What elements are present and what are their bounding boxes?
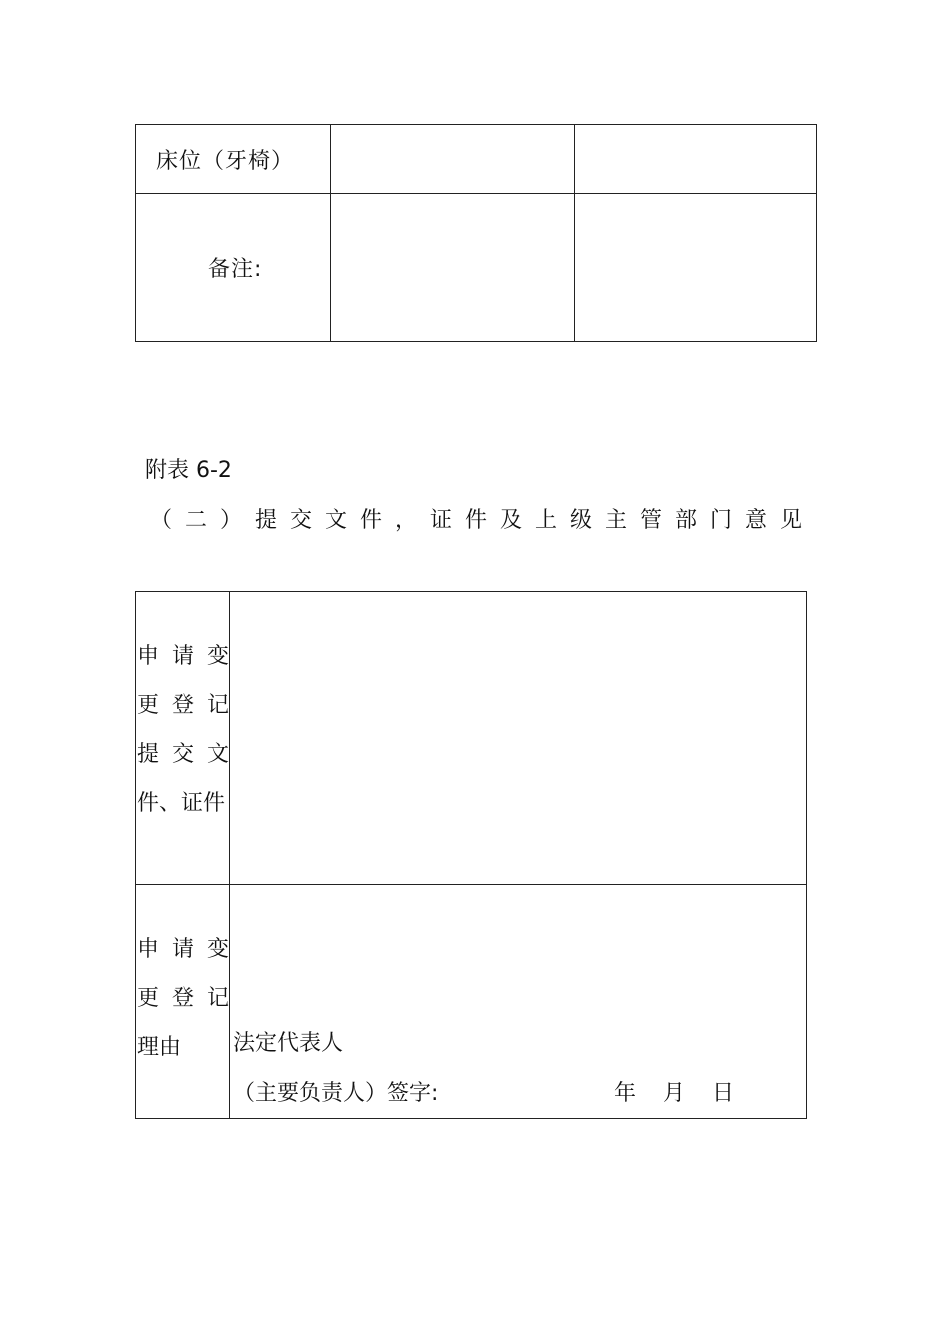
remarks-label: 备注: xyxy=(136,194,331,342)
bed-value-2 xyxy=(575,125,817,194)
documents-content-cell xyxy=(230,592,807,885)
table-row xyxy=(136,592,807,885)
bed-info-table xyxy=(135,124,817,342)
change-registration-table xyxy=(135,591,807,1119)
table-row xyxy=(136,125,817,194)
section-heading: （二）提交文件，证件及上级主管部门意见 xyxy=(150,508,816,533)
documents-label-line: 提交文 xyxy=(137,742,243,767)
signature-label: （主要负责人）签字: xyxy=(233,1081,439,1106)
legal-representative-label: 法定代表人 xyxy=(233,1031,344,1056)
bed-label: 床位（牙椅） xyxy=(136,125,331,194)
documents-label-line: 申请变 xyxy=(137,644,243,669)
bed-value-1 xyxy=(331,125,575,194)
remarks-value-2 xyxy=(575,194,817,342)
reason-label-line: 更登记 xyxy=(137,986,243,1011)
reason-label-line: 理由 xyxy=(137,1035,182,1060)
signature-date: 年 月 日 xyxy=(614,1081,734,1106)
table-row xyxy=(136,885,807,1119)
documents-label-line: 更登记 xyxy=(137,693,243,718)
reason-label-cell xyxy=(136,885,243,1119)
documents-label-line: 件、证件 xyxy=(137,791,226,816)
documents-label-cell xyxy=(136,592,243,885)
table-row xyxy=(136,194,817,342)
reason-content-cell xyxy=(230,885,807,1119)
remarks-value-1 xyxy=(331,194,575,342)
appendix-caption: 附表 6-2 xyxy=(145,458,232,483)
reason-label-line: 申请变 xyxy=(137,937,243,962)
